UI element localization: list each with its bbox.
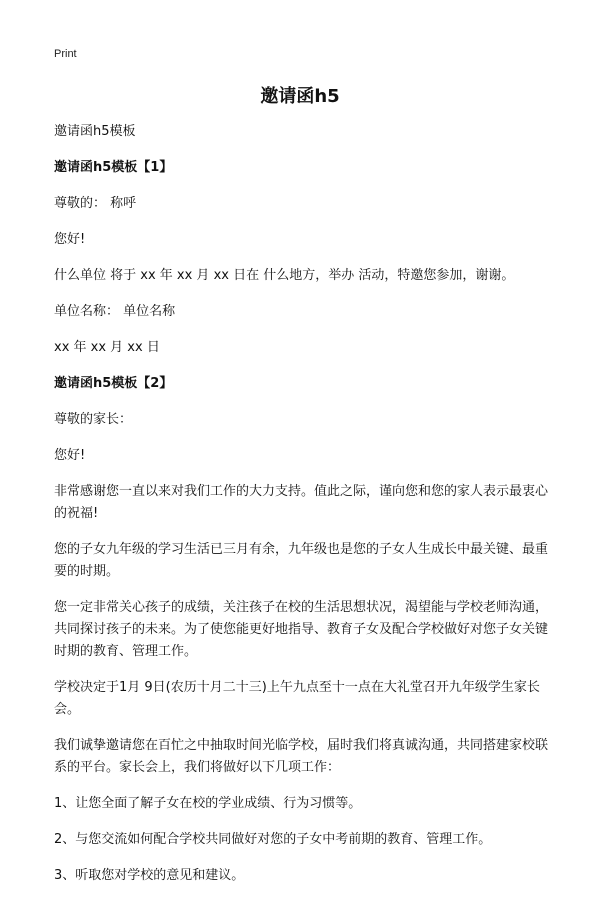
- section-heading-1: 邀请函h5模板【1】: [54, 160, 173, 175]
- paragraph-meeting-date: 学校决定于1月 9日(农历十月二十三)上午九点至十一点在大礼堂召开九年级学生家长会。: [54, 680, 540, 717]
- paragraph-date: xx 年 xx 月 xx 日: [54, 340, 160, 355]
- print-label[interactable]: Print: [54, 48, 77, 60]
- paragraph-concern: 您一定非常关心孩子的成绩，关注孩子在校的生活思想状况，渴望能与学校老师沟通，共同探讨孩子的未来。为了使您能更好地指导、教育子女及配合学校做好对您子女关键时期的教育、管理工作。: [54, 600, 549, 659]
- paragraph-subtitle: 邀请函h5模板: [54, 124, 136, 139]
- paragraph-salutation-1: 尊敬的： 称呼: [54, 196, 137, 211]
- document-body: [54, 121, 554, 901]
- paragraph-grade-info: 您的子女九年级的学习生活已三月有余，九年级也是您的子女人生成长中最关键、最重要的时期。: [54, 542, 549, 579]
- paragraph-thanks: 非常感谢您一直以来对我们工作的大力支持。值此之际，谨向您和您的家人表示最衷心的祝福!: [54, 484, 549, 521]
- paragraph-invitation-line: 什么单位 将于 xx 年 xx 月 xx 日在 什么地方，举办 活动，特邀您参加，谢谢。: [54, 268, 515, 283]
- paragraph-unit-name: 单位名称： 单位名称: [54, 304, 176, 319]
- paragraph-greeting-1: 您好!: [54, 232, 86, 247]
- page-title: 邀请函h5: [260, 86, 340, 107]
- section-heading-2: 邀请函h5模板【2】: [54, 376, 173, 391]
- list-item-3: 3、听取您对学校的意见和建议。: [54, 868, 245, 883]
- paragraph-salutation-2: 尊敬的家长：: [54, 412, 133, 427]
- list-item-2: 2、与您交流如何配合学校共同做好对您的子女中考前期的教育、管理工作。: [54, 832, 492, 847]
- paragraph-greeting-2: 您好!: [54, 448, 86, 463]
- paragraph-invitation: 我们诚挚邀请您在百忙之中抽取时间光临学校，届时我们将真诚沟通，共同搭建家校联系的平台。家长会上，我们将做好以下几项工作：: [54, 738, 549, 775]
- list-item-1: 1、让您全面了解子女在校的学业成绩、行为习惯等。: [54, 796, 362, 811]
